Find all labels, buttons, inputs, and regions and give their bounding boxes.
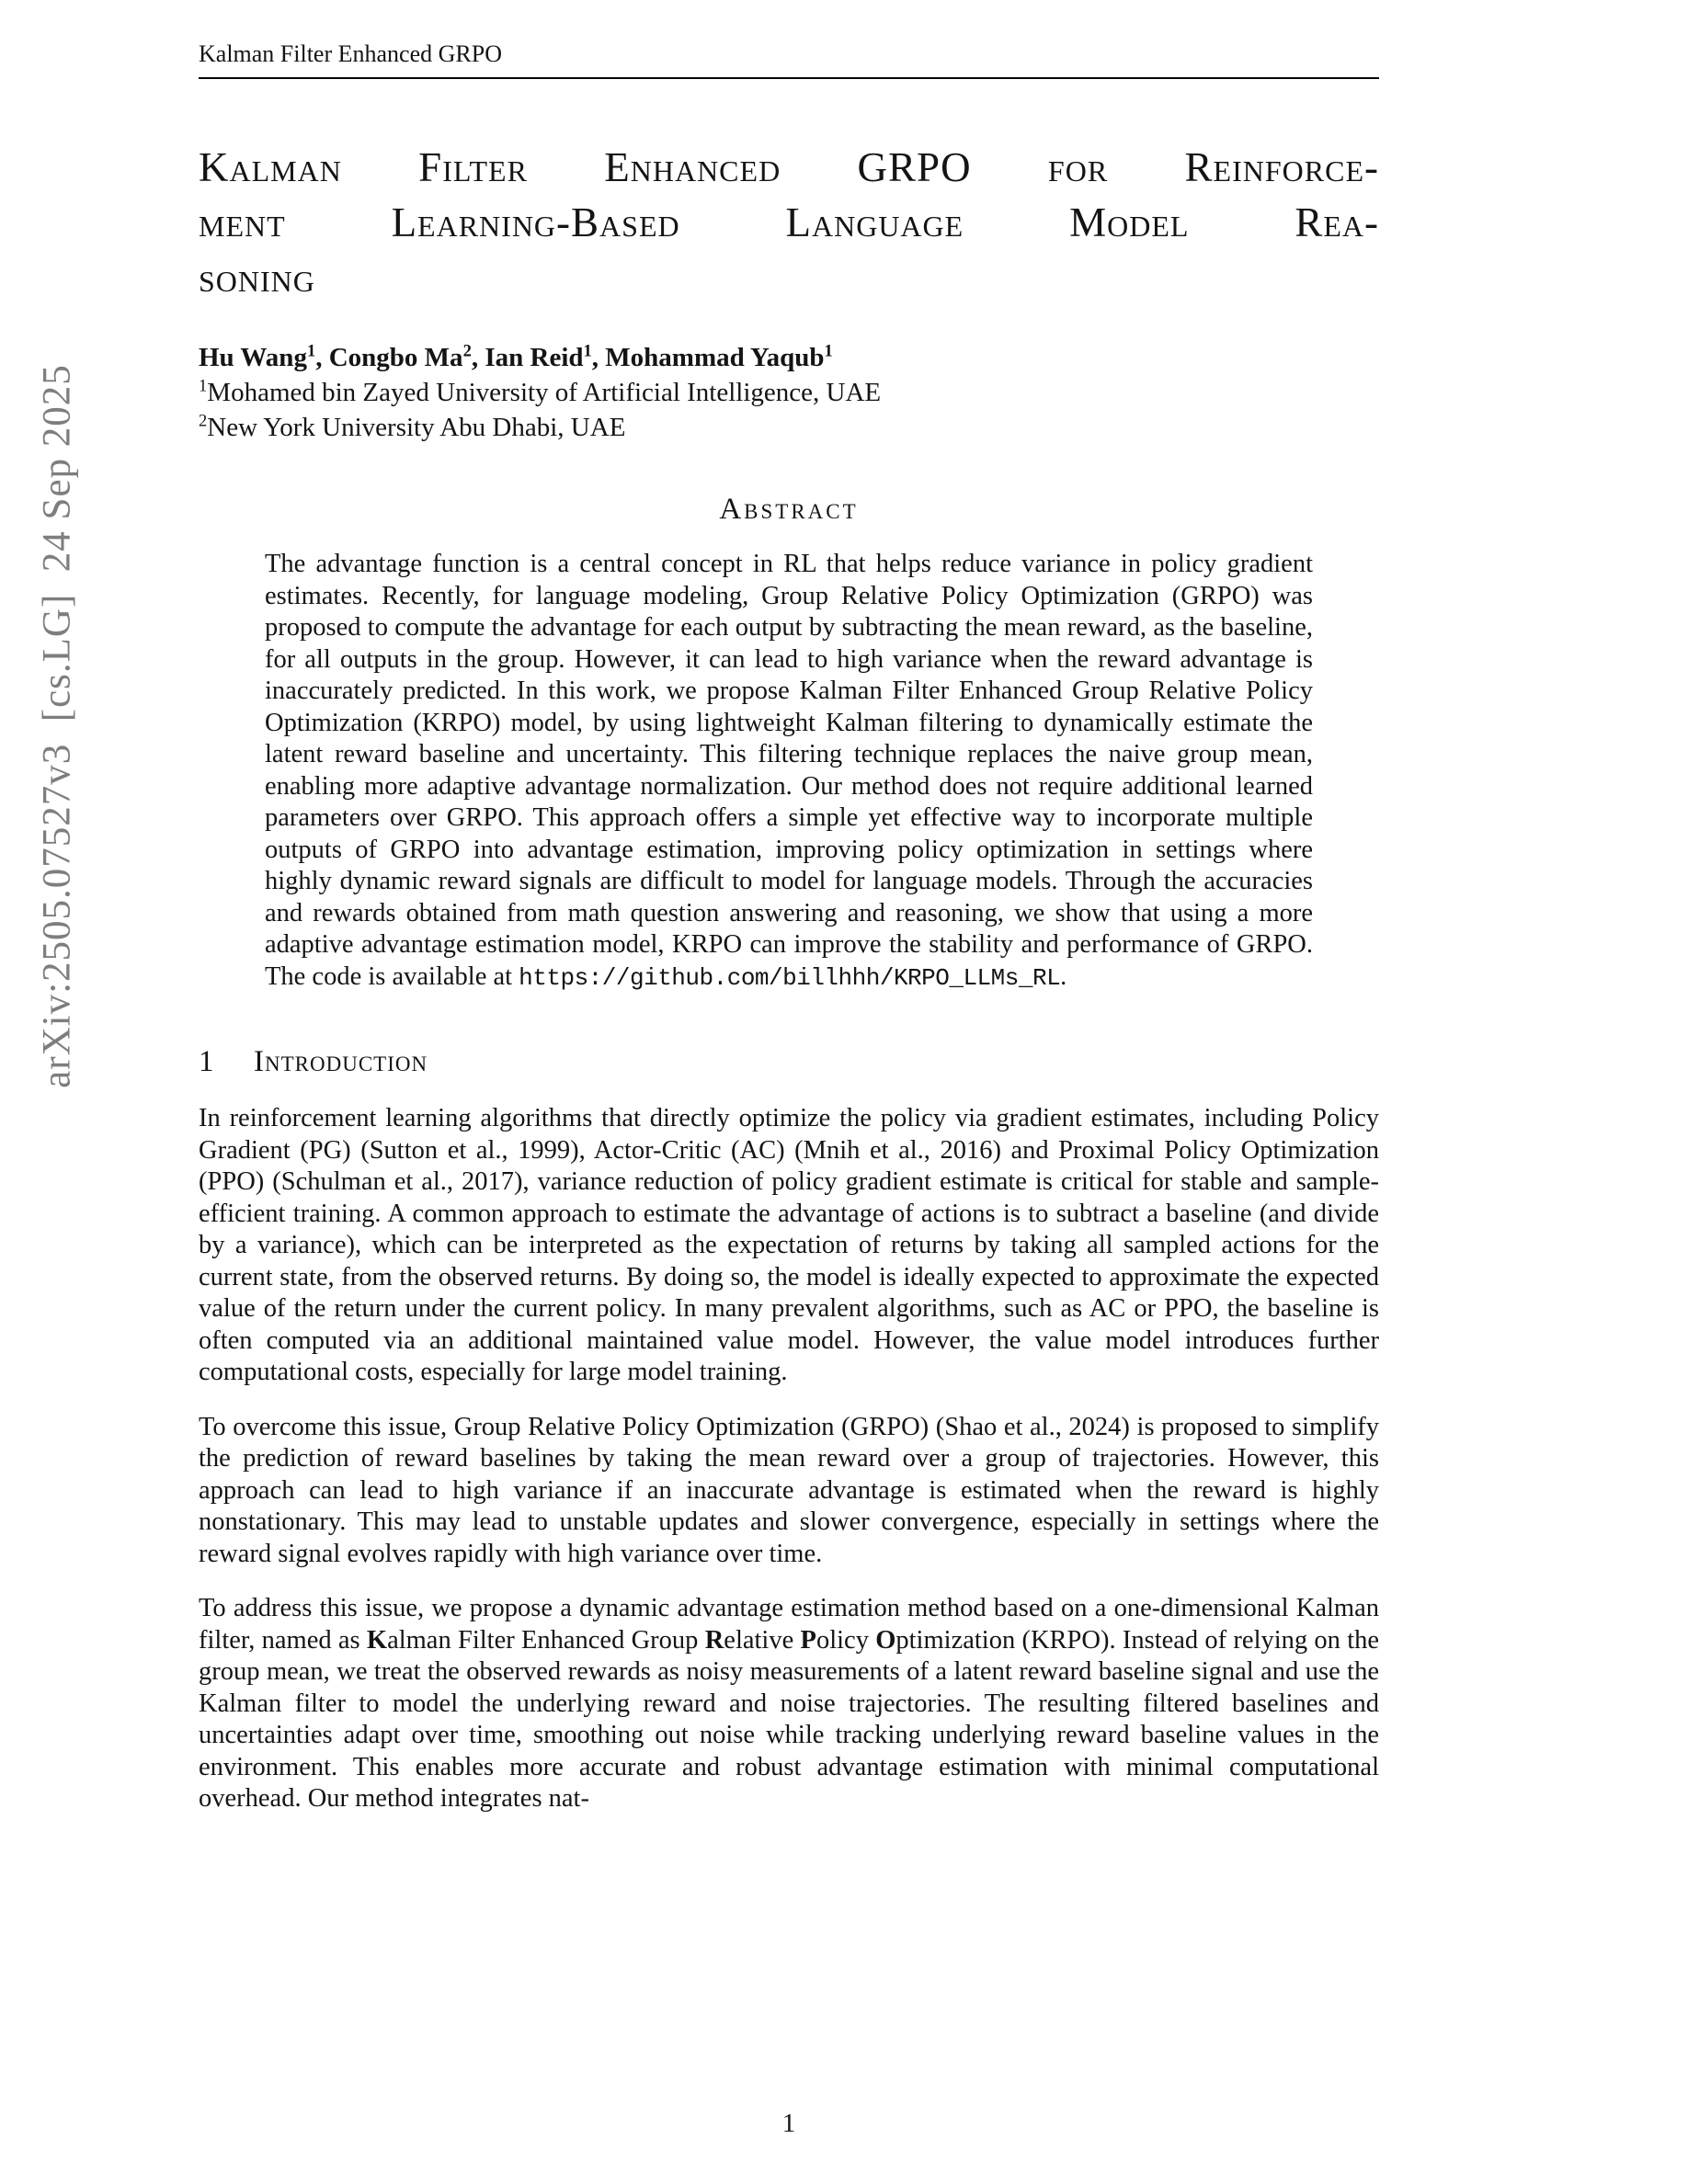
code-repository-link[interactable]: https://github.com/billhhh/KRPO_LLMs_RL <box>519 963 1061 992</box>
p3-segment-3: alman Filter Enhanced Group <box>387 1625 705 1655</box>
author-3-affiliation-mark: 1 <box>583 341 592 361</box>
section-title: Introduction <box>254 1045 428 1078</box>
affiliation-1 <box>199 375 1379 410</box>
title-line-2: ment Learning-Based Language Model Rea- <box>199 199 1379 245</box>
affiliation-2-mark: 2 <box>199 411 208 431</box>
author-4 <box>605 343 833 372</box>
author-1 <box>199 343 329 372</box>
author-1-separator: , <box>315 343 329 372</box>
author-2-name: Congbo Ma <box>328 343 463 372</box>
p3-segment-8-bold: O <box>875 1625 896 1655</box>
affiliation-2-text: New York University Abu Dhabi, UAE <box>207 413 626 442</box>
section-number: 1 <box>199 1045 214 1078</box>
p3-segment-5: elative <box>724 1625 801 1655</box>
p3-segment-2-bold: K <box>366 1625 388 1655</box>
p3-segment-9: ptimization (KRPO). Instead of relying on the group mean, we treat the observed rewards as noisy measurements of a latent reward baseline signal and use the Kalman filter to model the underlying reward and noise trajectories. The resulting filtered baselines and uncertainties adapt over time, smoothing out noise while tracking underlying reward baseline values in the environment. This enables more accurate and robust advantage estimation with minimal computational overhead. Our method integrates nat- <box>199 1625 1380 1813</box>
running-head <box>199 40 1379 79</box>
p3-segment-7: olicy <box>815 1625 876 1655</box>
abstract-text <box>265 549 1313 994</box>
intro-paragraph-1: In reinforcement learning algorithms that directly optimize the policy via gradient estimates, including Policy Gradient (PG) (Sutton et al., 1999), Actor-Critic (AC) (Mnih et al., 2016) and Proximal Policy Optimization (PPO) (Schulman et al., 2017), variance reduction of policy gradient estimate is critical for stable and sample-efficient training. A common approach to estimate the advantage of actions is to subtract a baseline (and divide by a variance), which can be interpreted as the expectation of returns by taking all sampled actions for the current state, from the observed returns. By doing so, the model is ideally expected to approximate the expected value of the return under the current policy. In many prevalent algorithms, such as AC or PPO, the baseline is often computed via an additional maintained value model. However, the value model introduces further computational costs, especially for large model training. <box>199 1104 1379 1386</box>
author-3-separator: , <box>591 343 606 372</box>
author-3-name: Ian Reid <box>485 343 584 372</box>
abstract-body-text: The advantage function is a central concept in RL that helps reduce variance in policy gradient estimates. Recently, for language modeling, Group Relative Policy Optimization (GRPO) was proposed to compute the advantage for each output by subtracting the mean reward, as the baseline, for all outputs in the group. However, it can lead to high variance when the reward advantage is inaccurately predicted. In this work, we propose Kalman Filter Enhanced Group Relative Policy Optimization (KRPO) model, by using lightweight Kalman filtering to dynamically estimate the latent reward baseline and uncertainty. This filtering technique replaces the naive group mean, enabling more adaptive advantage normalization. Our method does not require additional learned parameters over GRPO. This approach offers a simple yet effective way to incorporate multiple outputs of GRPO into advantage estimation, improving policy optimization in settings where highly dynamic reward signals are difficult to model for language models. Through the accuracies and rewards obtained from math question answering and reasoning, we show that using a more adaptive advantage estimation model, KRPO can improve the stability and performance of GRPO. The code is available at <box>265 550 1313 991</box>
author-1-affiliation-mark: 1 <box>306 341 316 361</box>
affiliation-1-text: Mohamed bin Zayed University of Artificial Intelligence, UAE <box>207 378 882 407</box>
intro-paragraph-3 <box>199 1593 1379 1815</box>
arxiv-watermark: arXiv:2505.07527v3 [cs.LG] 24 Sep 2025 <box>35 364 79 1088</box>
abstract-link-suffix: . <box>1060 961 1067 991</box>
page-number: 1 <box>781 2109 796 2138</box>
running-head-text: Kalman Filter Enhanced GRPO <box>199 40 502 67</box>
author-4-affiliation-mark: 1 <box>824 341 833 361</box>
page-content <box>199 0 1379 1815</box>
section-heading-introduction <box>199 1043 1379 1080</box>
intro-paragraph-2: To overcome this issue, Group Relative Policy Optimization (GRPO) (Shao et al., 2024) is proposed to simplify the prediction of reward baselines by taking the mean reward over a group of trajectories. However, this approach can lead to high variance if an inaccurate advantage is estimated when the reward is highly nonstationary. This may lead to unstable updates and slower convergence, especially in settings where the reward signal evolves rapidly with high variance over time. <box>199 1412 1379 1568</box>
author-2-affiliation-mark: 2 <box>462 341 472 361</box>
author-2-separator: , <box>471 343 485 372</box>
p3-segment-6-bold: P <box>800 1625 816 1655</box>
title-line-3: soning <box>199 255 315 301</box>
affiliation-1-mark: 1 <box>199 376 208 396</box>
p3-segment-4-bold: R <box>704 1625 724 1655</box>
author-4-name: Mohammad Yaqub <box>605 343 825 372</box>
paper-title <box>199 140 1379 305</box>
author-2 <box>329 343 485 372</box>
author-list <box>199 340 1379 375</box>
author-3 <box>485 343 605 372</box>
author-1-name: Hu Wang <box>199 343 307 372</box>
affiliation-2 <box>199 410 1379 445</box>
abstract-heading: Abstract <box>719 493 859 526</box>
p3-segment-1: To address this issue, we propose a dynamic advantage estimation method based on a one-dimensional Kalman filter, named as <box>199 1594 1379 1655</box>
title-line-1: Kalman Filter Enhanced GRPO for Reinforce- <box>199 144 1379 190</box>
